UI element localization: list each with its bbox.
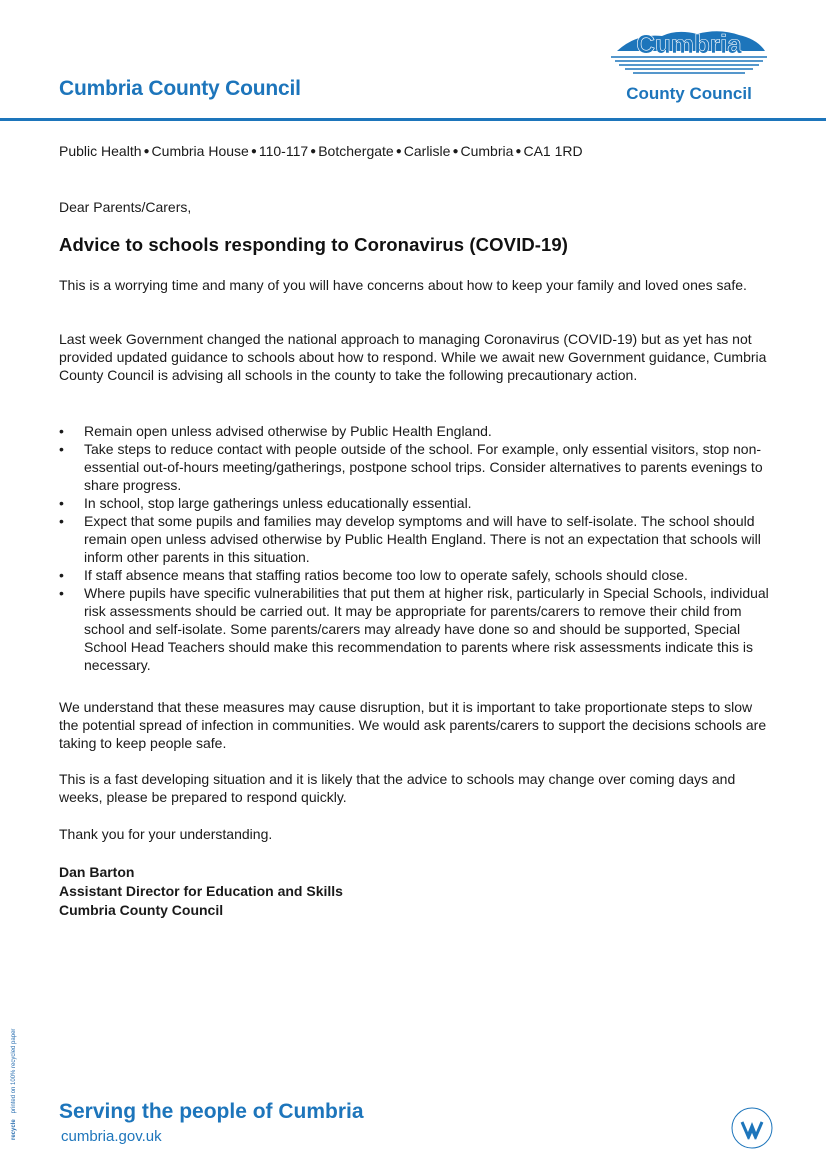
recycle-label: recycle	[11, 1119, 17, 1140]
paragraph-thanks: Thank you for your understanding.	[59, 826, 273, 842]
signature-block	[59, 863, 343, 920]
council-name: Cumbria County Council	[59, 77, 301, 100]
address-part: Carlisle	[403, 143, 451, 159]
address-part: Botchergate	[318, 143, 394, 159]
signatory-title: Assistant Director for Education and Skills	[59, 883, 343, 899]
letter-heading: Advice to schools responding to Coronavirus (COVID-19)	[59, 234, 569, 255]
footer-url[interactable]: cumbria.gov.uk	[61, 1128, 162, 1145]
list-item: • If staff absence means that staffing ratios become too low to operate safely, schools should close.	[59, 567, 688, 583]
signatory-name: Dan Barton	[59, 864, 135, 880]
cumbria-logo	[607, 27, 772, 107]
address-part: Cumbria House	[151, 143, 249, 159]
address-part: Cumbria	[460, 143, 514, 159]
paragraph-disruption: We understand that these measures may cause disruption, but it is important to take proportionate steps to slow the potential spread of infection in communities. We would ask parents/carers to support the decisions schools are taking to keep people safe.	[59, 699, 767, 751]
footer-tagline: Serving the people of Cumbria	[59, 1100, 364, 1123]
paragraph-developing: This is a fast developing situation and it is likely that the advice to schools may change over coming days and weeks, please be prepared to respond quickly.	[59, 771, 736, 805]
salutation: Dear Parents/Carers,	[59, 199, 192, 215]
paragraph-intro: This is a worrying time and many of you will have concerns about how to keep your family and loved ones safe.	[59, 277, 747, 293]
paragraph-guidance: Last week Government changed the national approach to managing Coronavirus (COVID-19) but as yet has not provided updated guidance to schools about how to respond. While we await new Government guidance, Cumbria County Council is advising all schools in the county to take the following precautionary action.	[59, 331, 767, 383]
list-item: • In school, stop large gatherings unless educationally essential.	[59, 495, 472, 511]
address-part: Public Health	[59, 143, 142, 159]
recycle-note: recycleprinted on 100% recycled paper	[11, 1028, 17, 1140]
disability-confident-logo	[730, 1106, 774, 1150]
logo-word: Cumbria	[636, 29, 742, 59]
list-item: • Expect that some pupils and families may develop symptoms and will have to self-isolate. The school should remain open unless advised otherwise by Public Health England. There is not an expectation that schools will inform other parents in this situation.	[59, 513, 761, 565]
address-part: CA1 1RD	[523, 143, 583, 159]
list-item: • Remain open unless advised otherwise by Public Health England.	[59, 423, 492, 439]
header-rule	[0, 118, 826, 121]
signatory-org: Cumbria County Council	[59, 902, 224, 918]
list-item: • Where pupils have specific vulnerabilities that put them at higher risk, particularly in Special Schools, individual risk assessments should be carried out. It may be appropriate for parents/carers to remove their child from school and self-isolate. Some parents/carers may already have done so and should be supported, Special School Head Teachers should make this recommendation to parents where risk assessments indicate this is necessary.	[59, 585, 769, 673]
list-item: • Take steps to reduce contact with people outside of the school. For example, only essential visitors, stop non-essential out-of-hours meeting/gatherings, postpone school trips. Consider alternatives to parents evenings to share progress.	[59, 441, 763, 493]
advice-list	[59, 422, 773, 674]
address-line: Public Health ● Cumbria House ● 110-117 ● Botchergate ● Carlisle ● Cumbria ● CA1 1RD	[59, 143, 583, 159]
address-part: 110-117	[258, 143, 309, 159]
logo-subtitle: County Council	[626, 84, 752, 103]
